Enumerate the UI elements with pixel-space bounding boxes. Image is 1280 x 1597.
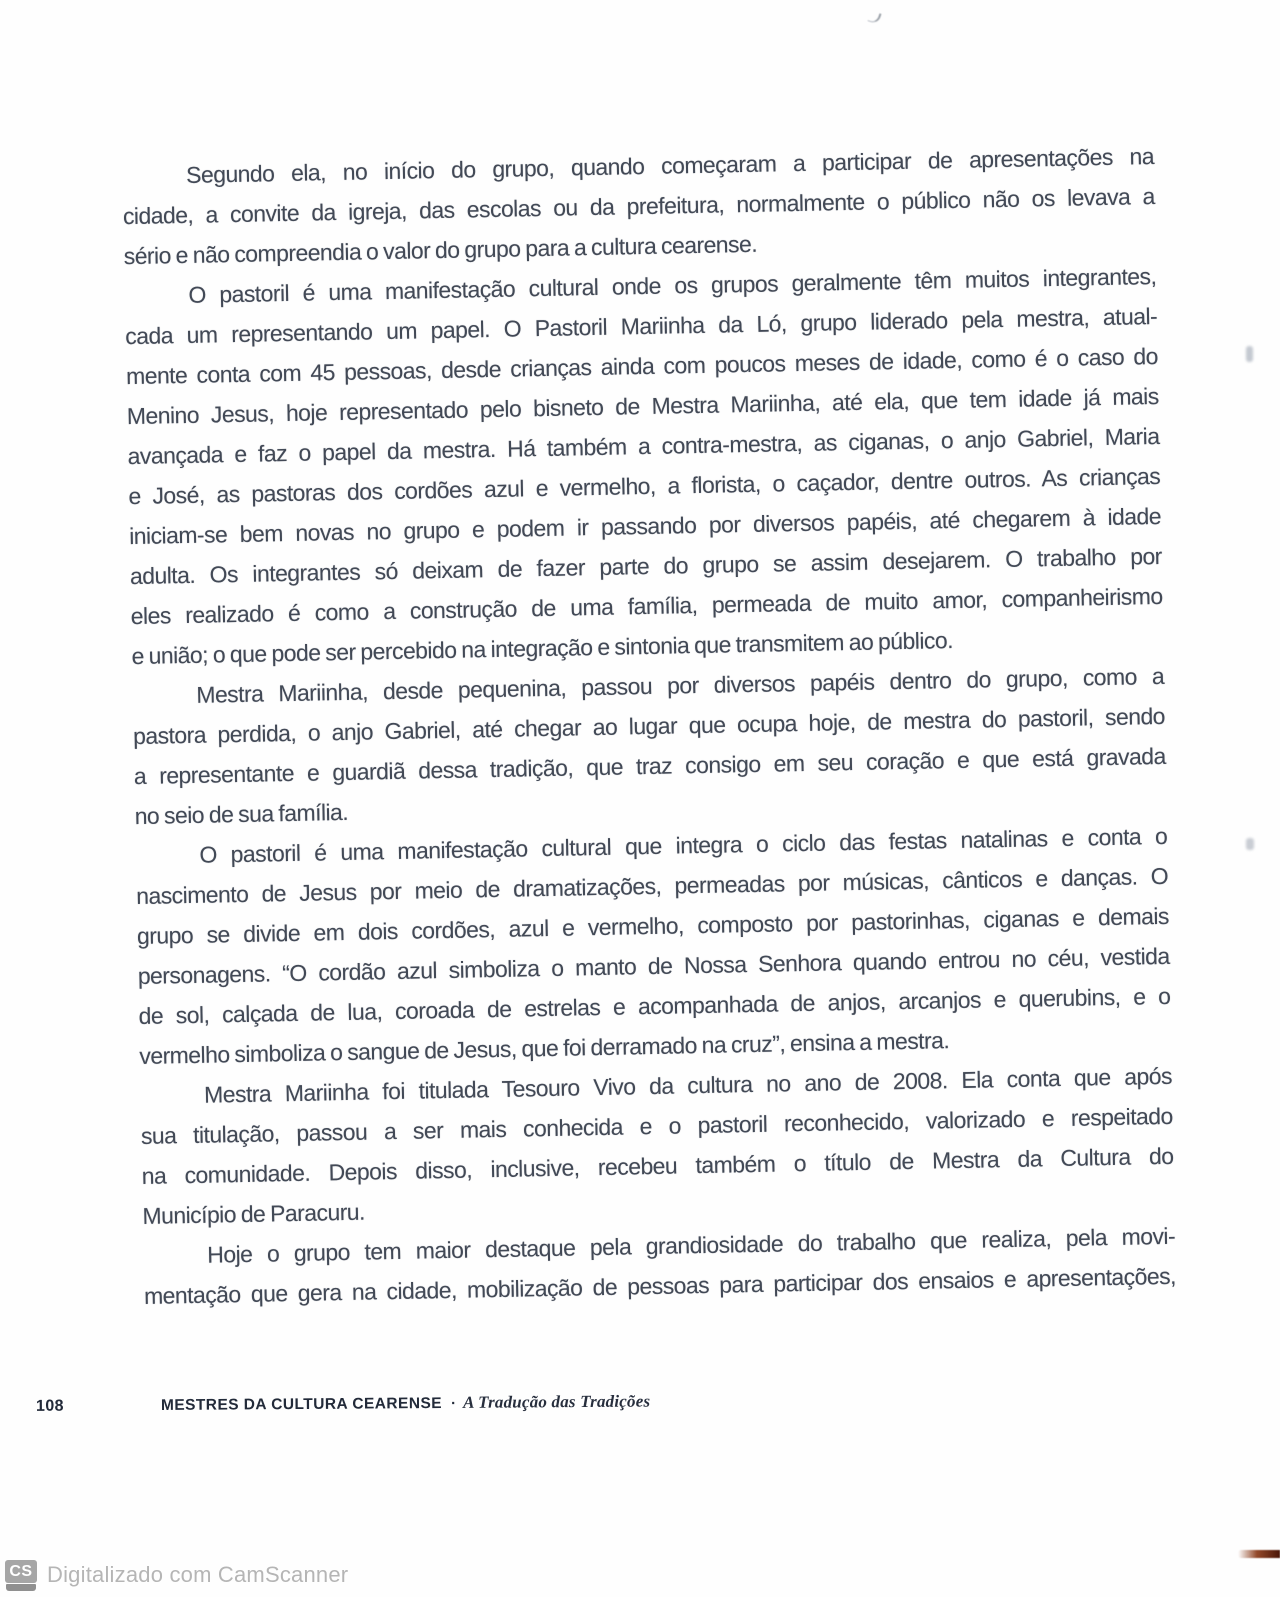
body-text-block <box>122 136 1176 1316</box>
text-line: Mestra Mariinha foi titulada Tesouro Vivo da cultura no ano de 2008. Ela conta que após <box>203 1062 1173 1108</box>
camscanner-logo-icon <box>5 1560 37 1591</box>
text-line: eles realizado é como a construção de uma família, permeada de muito amor, companheirismo <box>130 582 1163 630</box>
text-line: avançada e faz o papel da mestra. Há também a contra-mestra, as ciganas, o anjo Gabriel, Maria <box>127 422 1160 470</box>
text-line: O pastoril é uma manifestação cultural onde os grupos geralmente têm muitos integrantes, <box>188 263 1157 308</box>
text-line: iniciam-se bem novas no grupo e podem ir passando por diversos papéis, até chegarem à idade <box>128 502 1162 550</box>
text-line: Segundo ela, no início do grupo, quando começaram a participar de apresentações na <box>185 143 1155 188</box>
text-line: no seio de sua família. <box>134 798 349 830</box>
book-title: MESTRES DA CULTURA CEARENSE <box>160 1395 443 1414</box>
text-line: e união; o que pode ser percebido na integração e sintonia que transmitem ao público. <box>131 627 954 670</box>
page-footer <box>36 1388 1136 1416</box>
text-line: na comunidade. Depois disso, inclusive, recebeu também o título de Mestra da Cultura do <box>141 1142 1174 1189</box>
text-line: a representante e guardiã dessa tradição, que traz consigo em seu coração e que está gravada <box>133 742 1166 790</box>
text-line: cada um representando um papel. O Pastoril Mariinha da Ló, grupo liderado pela mestra, atual- <box>125 302 1158 350</box>
text-line: pastora perdida, o anjo Gabriel, até chegar ao lugar que ocupa hoje, de mestra do pastoril, sendo <box>132 702 1166 750</box>
camscanner-logo-base <box>6 1584 36 1591</box>
camscanner-label: Digitalizado com CamScanner <box>47 1562 349 1587</box>
page-number: 108 <box>35 1397 64 1415</box>
footer-separator: · <box>450 1394 457 1412</box>
text-line: mente conta com 45 pessoas, desde crianças ainda com poucos meses de idade, como é o caso do <box>125 342 1159 390</box>
text-line: Município de Paracuru. <box>142 1198 366 1229</box>
scan-edge-streak <box>1238 1550 1280 1558</box>
text-line: grupo se divide em dois cordões, azul e vermelho, composto por pastorinhas, ciganas e demais <box>136 902 1170 950</box>
text-line: Hoje o grupo tem maior destaque pela grandiosidade do trabalho que realiza, pela movi- <box>206 1222 1176 1268</box>
camscanner-watermark <box>5 1560 348 1591</box>
page-edge-mark <box>1246 346 1253 362</box>
text-line: sério e não compreendia o valor do grupo para a cultura cearense. <box>123 230 758 270</box>
text-line: vermelho simboliza o sangue de Jesus, que foi derramado na cruz”, ensina a mestra. <box>139 1027 950 1070</box>
text-line: mentação que gera na cidade, mobilização de pessoas para participar dos ensaios e apresentações, <box>143 1262 1177 1309</box>
text-line: nascimento de Jesus por meio de dramatizações, permeadas por músicas, cânticos e danças. O <box>135 862 1169 910</box>
page-edge-mark <box>1246 838 1254 850</box>
text-line: Menino Jesus, hoje representado pelo bisneto de Mestra Mariinha, até ela, que tem idade já mais <box>126 382 1159 430</box>
text-line: de sol, calçada de lua, coroada de estrelas e acompanhada de anjos, arcanjos e querubins, e o <box>138 982 1171 1030</box>
camscanner-cs-badge: CS <box>5 1560 37 1583</box>
text-line: Mestra Mariinha, desde pequenina, passou por diversos papéis dentro do grupo, como a <box>196 662 1165 708</box>
text-line: cidade, a convite da igreja, das escolas ou da prefeitura, normalmente o público não os levava a <box>122 183 1155 230</box>
book-subtitle: A Tradução das Tradições <box>462 1391 651 1412</box>
text-line: personagens. “O cordão azul simboliza o manto de Nossa Senhora quando entrou no céu, vestida <box>137 942 1170 990</box>
scan-speck-artifact <box>868 11 882 25</box>
text-line: O pastoril é uma manifestação cultural que integra o ciclo das festas natalinas e conta o <box>199 822 1168 868</box>
text-line: adulta. Os integrantes só deixam de fazer parte do grupo se assim desejarem. O trabalho por <box>129 542 1163 590</box>
text-line: sua titulação, passou a ser mais conhecida e o pastoril reconhecido, valorizado e respeitado <box>140 1102 1173 1150</box>
text-line: e José, as pastoras dos cordões azul e vermelho, a florista, o caçador, dentre outros. As crianças <box>128 462 1161 510</box>
